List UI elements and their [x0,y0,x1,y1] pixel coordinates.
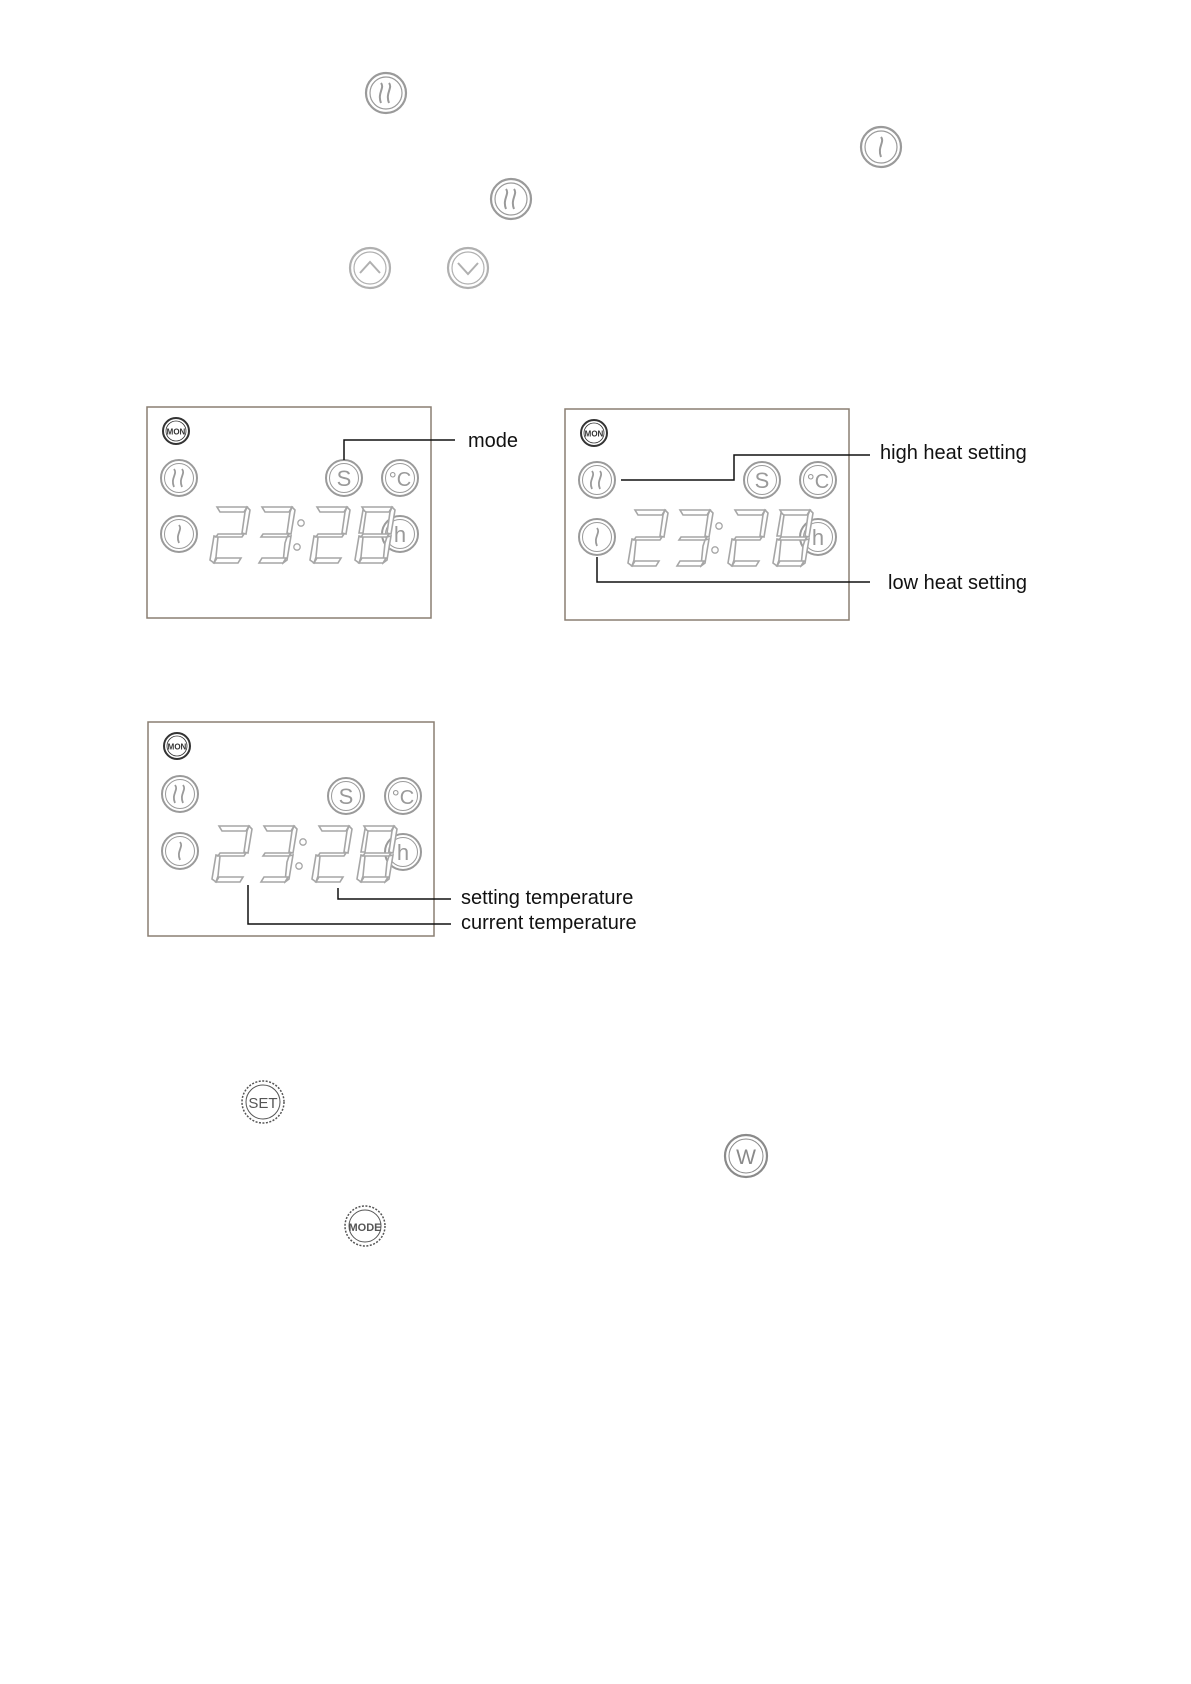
display-digit [210,507,250,563]
display-colon-dot [298,520,304,526]
set-button-icon [242,1081,284,1123]
mode-button-icon [345,1206,385,1246]
hour-label: h [393,522,407,547]
mon-label: MON [166,427,186,437]
hour-label: h [811,525,825,550]
celsius-label: °C [806,471,830,493]
low-heat-icon [861,127,901,167]
display-digit [310,507,350,563]
low-heat-icon [579,519,615,555]
display-colon-dot [300,839,306,845]
mode-btn-label: MODE [348,1222,382,1234]
display-digit [357,826,397,882]
display-panel-mode [147,407,455,618]
display-digit [355,507,395,563]
label-current-temperature: current temperature [461,912,637,934]
label-setting-temperature: setting temperature [461,887,634,909]
set-label: SET [248,1095,278,1112]
mon-label: MON [167,742,187,752]
high-heat-icon [161,460,197,496]
display-panel-heat [565,409,870,620]
seven-segment-display [628,510,813,566]
high-heat-icon [491,179,531,219]
label-low-heat-setting: low heat setting [888,572,1027,594]
s-label: S [336,466,352,491]
display-colon-dot [716,523,722,529]
display-digit [212,826,252,882]
display-digit [773,510,813,566]
w-label: W [736,1146,756,1169]
high-heat-icon [579,462,615,498]
low-heat-icon [161,516,197,552]
s-label: S [754,468,770,493]
mon-label: MON [584,429,604,439]
s-icon [328,778,364,814]
display-digit [673,510,713,566]
display-digit [728,510,768,566]
label-mode: mode [468,430,519,452]
s-icon [744,462,780,498]
celsius-icon [382,460,418,496]
celsius-icon [800,462,836,498]
high-heat-icon [366,73,406,113]
label-high-heat-setting: high heat setting [880,442,1027,464]
display-digit [257,826,297,882]
low-heat-icon [162,833,198,869]
celsius-label: °C [388,469,412,491]
mon-icon [163,418,189,444]
w-button-icon [725,1135,767,1177]
display-digit [628,510,668,566]
up-arrow-icon [350,248,390,288]
celsius-icon [385,778,421,814]
seven-segment-display [212,826,397,882]
mon-icon [164,733,190,759]
display-colon-dot [296,863,302,869]
display-panel-temperature [148,722,451,936]
display-digit [312,826,352,882]
display-colon-dot [712,547,718,553]
display-digit [255,507,295,563]
hour-label: h [396,840,410,865]
seven-segment-display [210,507,395,563]
celsius-label: °C [391,787,415,809]
mon-icon [581,420,607,446]
s-label: S [338,784,354,809]
display-colon-dot [294,544,300,550]
down-arrow-icon [448,248,488,288]
high-heat-icon [162,776,198,812]
s-icon [326,460,362,496]
